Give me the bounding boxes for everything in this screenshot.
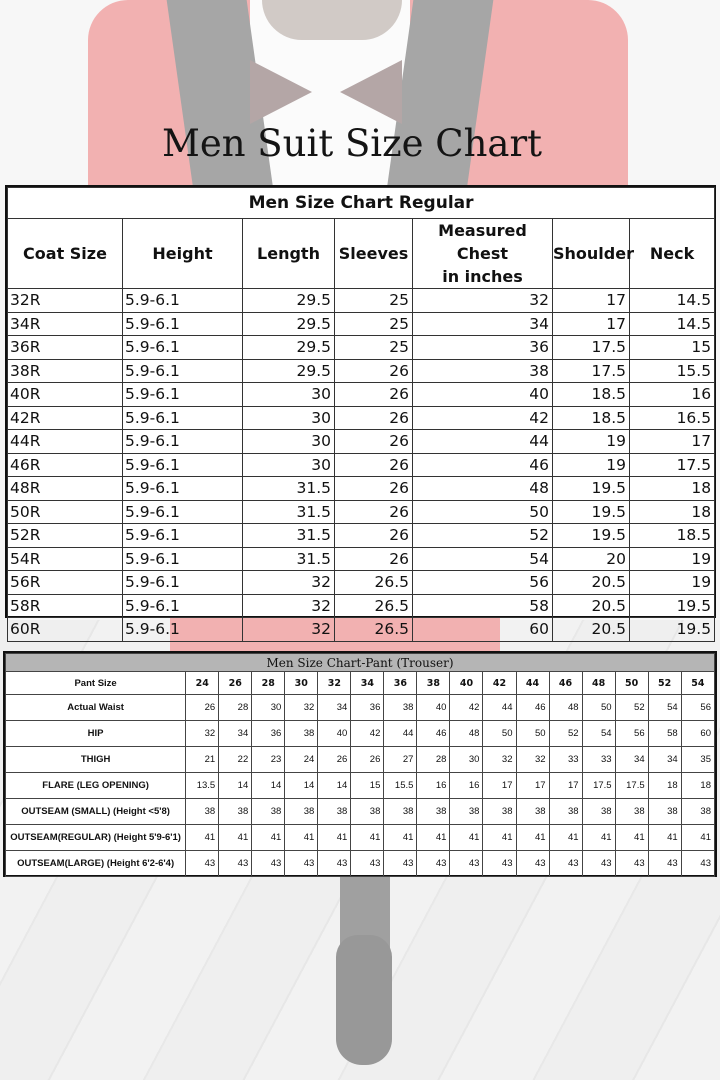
coat-cell-sleeves: 26.5 (335, 594, 413, 618)
coat-cell-neck: 15.5 (630, 359, 715, 383)
pant-cell: 44 (483, 695, 516, 721)
coat-cell-height: 5.9-6.1 (123, 618, 243, 642)
coat-cell-chest: 32 (413, 289, 553, 313)
pant-cell: 42 (450, 695, 483, 721)
pant-cell: 32 (186, 721, 219, 747)
coat-cell-sleeves: 26 (335, 524, 413, 548)
coat-cell-height: 5.9-6.1 (123, 289, 243, 313)
coat-cell-length: 32 (243, 618, 335, 642)
coat-cell-height: 5.9-6.1 (123, 524, 243, 548)
pant-cell: 50 (483, 721, 516, 747)
coat-cell-shoulder: 19.5 (553, 500, 630, 524)
pant-cell: 34 (318, 695, 351, 721)
coat-cell-coat-size: 46R (8, 453, 123, 477)
pant-cell: 43 (252, 851, 285, 877)
pant-cell: 38 (417, 799, 450, 825)
coat-cell-length: 30 (243, 453, 335, 477)
pant-size-header: 54 (681, 672, 714, 695)
table-row (8, 312, 715, 336)
pant-cell: 56 (681, 695, 714, 721)
pant-cell: 34 (615, 747, 648, 773)
pant-cell: 41 (186, 825, 219, 851)
pant-cell: 41 (582, 825, 615, 851)
pant-cell: 38 (483, 799, 516, 825)
pant-cell: 26 (186, 695, 219, 721)
coat-cell-length: 29.5 (243, 359, 335, 383)
coat-cell-height: 5.9-6.1 (123, 383, 243, 407)
coat-cell-sleeves: 25 (335, 312, 413, 336)
coat-cell-length: 29.5 (243, 289, 335, 313)
pant-cell: 32 (285, 695, 318, 721)
coat-cell-shoulder: 18.5 (553, 406, 630, 430)
pant-cell: 24 (285, 747, 318, 773)
pant-table-body (6, 695, 715, 877)
pant-cell: 26 (351, 747, 384, 773)
coat-cell-length: 31.5 (243, 547, 335, 571)
coat-cell-sleeves: 26 (335, 406, 413, 430)
pant-table-caption: Men Size Chart-Pant (Trouser) (6, 654, 715, 672)
coat-cell-chest: 36 (413, 336, 553, 360)
coat-cell-coat-size: 34R (8, 312, 123, 336)
pant-cell: 43 (285, 851, 318, 877)
table-row (8, 477, 715, 501)
pant-cell: 27 (384, 747, 417, 773)
pant-cell: 14 (285, 773, 318, 799)
table-row (8, 289, 715, 313)
coat-cell-chest: 54 (413, 547, 553, 571)
table-row (6, 747, 715, 773)
pant-cell: 36 (351, 695, 384, 721)
pant-cell: 34 (648, 747, 681, 773)
coat-cell-height: 5.9-6.1 (123, 336, 243, 360)
table-row (6, 825, 715, 851)
pant-cell: 17 (516, 773, 549, 799)
pant-cell: 38 (516, 799, 549, 825)
coat-cell-neck: 18 (630, 477, 715, 501)
coat-size-table (5, 185, 716, 639)
pant-cell: 35 (681, 747, 714, 773)
coat-cell-coat-size: 52R (8, 524, 123, 548)
pant-size-header: 42 (483, 672, 516, 695)
pant-cell: 38 (549, 799, 582, 825)
table-row (8, 430, 715, 454)
pant-size-header: 40 (450, 672, 483, 695)
pant-cell: 30 (450, 747, 483, 773)
pant-cell: 38 (681, 799, 714, 825)
pant-cell: 50 (516, 721, 549, 747)
pant-size-header: 30 (285, 672, 318, 695)
pant-cell: 18 (681, 773, 714, 799)
pant-cell: 17.5 (615, 773, 648, 799)
coat-header-size: Coat Size (8, 219, 123, 289)
coat-cell-neck: 17 (630, 430, 715, 454)
pant-row-label: OUTSEAM(LARGE) (Height 6'2-6'4) (6, 851, 186, 877)
pant-cell: 38 (186, 799, 219, 825)
coat-cell-chest: 42 (413, 406, 553, 430)
pant-cell: 22 (219, 747, 252, 773)
pant-cell: 52 (615, 695, 648, 721)
pant-row-label: OUTSEAM (SMALL) (Height <5'8) (6, 799, 186, 825)
pant-cell: 48 (450, 721, 483, 747)
pant-size-header: 44 (516, 672, 549, 695)
pant-cell: 43 (648, 851, 681, 877)
pant-row-label: THIGH (6, 747, 186, 773)
pant-cell: 28 (219, 695, 252, 721)
pant-row-label: Actual Waist (6, 695, 186, 721)
pant-cell: 43 (351, 851, 384, 877)
pant-cell: 28 (417, 747, 450, 773)
table-row (8, 359, 715, 383)
pant-cell: 41 (483, 825, 516, 851)
pant-cell: 43 (681, 851, 714, 877)
coat-cell-length: 31.5 (243, 500, 335, 524)
pant-cell: 52 (549, 721, 582, 747)
coat-cell-length: 30 (243, 430, 335, 454)
coat-cell-height: 5.9-6.1 (123, 547, 243, 571)
coat-cell-height: 5.9-6.1 (123, 500, 243, 524)
table-row (6, 695, 715, 721)
pant-cell: 46 (516, 695, 549, 721)
table-row (8, 571, 715, 595)
coat-cell-neck: 17.5 (630, 453, 715, 477)
coat-cell-neck: 19 (630, 571, 715, 595)
pant-cell: 16 (450, 773, 483, 799)
pant-table (5, 653, 715, 877)
coat-cell-neck: 18 (630, 500, 715, 524)
coat-cell-coat-size: 38R (8, 359, 123, 383)
pant-cell: 41 (252, 825, 285, 851)
pant-cell: 17 (483, 773, 516, 799)
coat-header-chest (413, 219, 553, 289)
coat-cell-chest: 50 (413, 500, 553, 524)
coat-cell-chest: 52 (413, 524, 553, 548)
pant-cell: 14 (318, 773, 351, 799)
pant-cell: 50 (582, 695, 615, 721)
table-row (8, 500, 715, 524)
pant-size-header: 48 (582, 672, 615, 695)
pant-cell: 18 (648, 773, 681, 799)
pant-cell: 38 (318, 799, 351, 825)
coat-cell-shoulder: 19 (553, 430, 630, 454)
coat-cell-shoulder: 20 (553, 547, 630, 571)
coat-cell-length: 32 (243, 571, 335, 595)
coat-cell-chest: 34 (413, 312, 553, 336)
coat-cell-length: 31.5 (243, 524, 335, 548)
pant-row-label: HIP (6, 721, 186, 747)
pant-cell: 43 (615, 851, 648, 877)
coat-cell-height: 5.9-6.1 (123, 406, 243, 430)
pant-cell: 43 (417, 851, 450, 877)
coat-cell-coat-size: 54R (8, 547, 123, 571)
coat-cell-coat-size: 60R (8, 618, 123, 642)
coat-cell-chest: 38 (413, 359, 553, 383)
coat-header-chest-line2: in inches (442, 267, 523, 286)
table-row (8, 406, 715, 430)
coat-cell-length: 30 (243, 406, 335, 430)
pant-cell: 38 (615, 799, 648, 825)
coat-cell-shoulder: 20.5 (553, 618, 630, 642)
pant-cell: 17.5 (582, 773, 615, 799)
pant-cell: 56 (615, 721, 648, 747)
coat-cell-chest: 48 (413, 477, 553, 501)
pant-cell: 41 (450, 825, 483, 851)
pant-cell: 41 (417, 825, 450, 851)
pant-cell: 43 (219, 851, 252, 877)
pant-size-header: 32 (318, 672, 351, 695)
coat-cell-sleeves: 26 (335, 430, 413, 454)
coat-cell-neck: 18.5 (630, 524, 715, 548)
pant-cell: 54 (648, 695, 681, 721)
pant-size-header: 26 (219, 672, 252, 695)
coat-cell-neck: 19 (630, 547, 715, 571)
coat-cell-coat-size: 36R (8, 336, 123, 360)
pant-cell: 32 (516, 747, 549, 773)
pant-cell: 38 (219, 799, 252, 825)
table-row (8, 336, 715, 360)
pant-cell: 40 (318, 721, 351, 747)
table-row (6, 721, 715, 747)
pant-cell: 26 (318, 747, 351, 773)
pant-cell: 14 (219, 773, 252, 799)
pant-cell: 38 (285, 721, 318, 747)
table-row (8, 453, 715, 477)
coat-cell-sleeves: 26.5 (335, 618, 413, 642)
table-row (6, 799, 715, 825)
coat-cell-coat-size: 44R (8, 430, 123, 454)
coat-cell-height: 5.9-6.1 (123, 594, 243, 618)
coat-cell-coat-size: 48R (8, 477, 123, 501)
coat-cell-coat-size: 40R (8, 383, 123, 407)
pant-cell: 41 (549, 825, 582, 851)
pant-cell: 43 (549, 851, 582, 877)
pant-size-header: 28 (252, 672, 285, 695)
coat-cell-coat-size: 56R (8, 571, 123, 595)
pant-cell: 43 (582, 851, 615, 877)
pant-cell: 23 (252, 747, 285, 773)
table-row (8, 547, 715, 571)
pant-cell: 14 (252, 773, 285, 799)
coat-header-length: Length (243, 219, 335, 289)
pant-cell: 32 (483, 747, 516, 773)
pant-cell: 43 (186, 851, 219, 877)
coat-cell-height: 5.9-6.1 (123, 430, 243, 454)
pant-cell: 41 (285, 825, 318, 851)
coat-cell-height: 5.9-6.1 (123, 571, 243, 595)
pant-cell: 58 (648, 721, 681, 747)
pant-cell: 36 (252, 721, 285, 747)
coat-cell-length: 31.5 (243, 477, 335, 501)
pant-cell: 38 (582, 799, 615, 825)
coat-cell-shoulder: 17 (553, 289, 630, 313)
pant-cell: 60 (681, 721, 714, 747)
coat-cell-neck: 16 (630, 383, 715, 407)
coat-cell-coat-size: 58R (8, 594, 123, 618)
coat-cell-sleeves: 26 (335, 547, 413, 571)
pant-cell: 41 (615, 825, 648, 851)
coat-cell-chest: 44 (413, 430, 553, 454)
pant-cell: 41 (648, 825, 681, 851)
coat-cell-neck: 19.5 (630, 618, 715, 642)
coat-cell-height: 5.9-6.1 (123, 312, 243, 336)
pant-cell: 41 (219, 825, 252, 851)
pant-cell: 38 (351, 799, 384, 825)
pant-cell: 41 (318, 825, 351, 851)
coat-cell-chest: 58 (413, 594, 553, 618)
coat-cell-shoulder: 18.5 (553, 383, 630, 407)
coat-cell-length: 32 (243, 594, 335, 618)
coat-cell-shoulder: 17.5 (553, 336, 630, 360)
pant-cell: 41 (384, 825, 417, 851)
coat-cell-neck: 15 (630, 336, 715, 360)
pant-cell: 43 (384, 851, 417, 877)
pant-cell: 38 (648, 799, 681, 825)
pant-cell: 40 (417, 695, 450, 721)
pant-size-header: 46 (549, 672, 582, 695)
coat-cell-length: 29.5 (243, 336, 335, 360)
coat-cell-neck: 16.5 (630, 406, 715, 430)
coat-cell-length: 30 (243, 383, 335, 407)
pant-size-table (3, 651, 717, 877)
pant-cell: 43 (318, 851, 351, 877)
table-row (6, 851, 715, 877)
pant-size-header: 52 (648, 672, 681, 695)
pant-cell: 41 (516, 825, 549, 851)
pant-cell: 41 (681, 825, 714, 851)
coat-cell-shoulder: 19.5 (553, 477, 630, 501)
pant-cell: 42 (351, 721, 384, 747)
pant-cell: 43 (516, 851, 549, 877)
coat-cell-shoulder: 19 (553, 453, 630, 477)
pant-cell: 30 (252, 695, 285, 721)
coat-cell-sleeves: 26.5 (335, 571, 413, 595)
coat-header-sleeves: Sleeves (335, 219, 413, 289)
pant-cell: 44 (384, 721, 417, 747)
pant-size-header: 36 (384, 672, 417, 695)
pant-cell: 15.5 (384, 773, 417, 799)
pant-row-label: OUTSEAM(REGULAR) (Height 5'9-6'1) (6, 825, 186, 851)
coat-cell-shoulder: 17 (553, 312, 630, 336)
pant-size-header: 38 (417, 672, 450, 695)
coat-table (7, 187, 715, 642)
pant-cell: 33 (549, 747, 582, 773)
pant-cell: 43 (483, 851, 516, 877)
pant-cell: 15 (351, 773, 384, 799)
pant-row-label: FLARE (LEG OPENING) (6, 773, 186, 799)
pant-cell: 16 (417, 773, 450, 799)
coat-header-shoulder: Shoulder (553, 219, 630, 289)
coat-table-caption: Men Size Chart Regular (8, 188, 715, 219)
coat-cell-height: 5.9-6.1 (123, 477, 243, 501)
pant-cell: 41 (351, 825, 384, 851)
table-row (8, 524, 715, 548)
pant-cell: 43 (450, 851, 483, 877)
table-row (8, 383, 715, 407)
table-row (6, 773, 715, 799)
coat-cell-neck: 19.5 (630, 594, 715, 618)
pant-size-label: Pant Size (6, 672, 186, 695)
coat-cell-shoulder: 19.5 (553, 524, 630, 548)
coat-cell-height: 5.9-6.1 (123, 359, 243, 383)
pant-size-header: 50 (615, 672, 648, 695)
coat-cell-neck: 14.5 (630, 289, 715, 313)
coat-header-height: Height (123, 219, 243, 289)
pant-size-header: 24 (186, 672, 219, 695)
page-title: Men Suit Size Chart (161, 122, 543, 165)
coat-cell-sleeves: 26 (335, 359, 413, 383)
pant-cell: 38 (384, 799, 417, 825)
pant-cell: 54 (582, 721, 615, 747)
coat-cell-chest: 40 (413, 383, 553, 407)
pant-cell: 38 (252, 799, 285, 825)
pant-cell: 33 (582, 747, 615, 773)
coat-cell-coat-size: 42R (8, 406, 123, 430)
coat-cell-shoulder: 17.5 (553, 359, 630, 383)
coat-cell-length: 29.5 (243, 312, 335, 336)
coat-cell-sleeves: 26 (335, 477, 413, 501)
pant-cell: 48 (549, 695, 582, 721)
coat-header-chest-line1: Measured Chest (438, 221, 527, 263)
pant-cell: 38 (384, 695, 417, 721)
coat-cell-shoulder: 20.5 (553, 594, 630, 618)
pant-cell: 38 (285, 799, 318, 825)
table-row (8, 594, 715, 618)
coat-cell-sleeves: 26 (335, 383, 413, 407)
pant-cell: 46 (417, 721, 450, 747)
coat-table-body (8, 289, 715, 642)
coat-header-neck: Neck (630, 219, 715, 289)
coat-cell-coat-size: 50R (8, 500, 123, 524)
coat-cell-shoulder: 20.5 (553, 571, 630, 595)
pant-cell: 21 (186, 747, 219, 773)
pant-size-header: 34 (351, 672, 384, 695)
coat-cell-sleeves: 26 (335, 500, 413, 524)
coat-cell-sleeves: 25 (335, 336, 413, 360)
pant-cell: 34 (219, 721, 252, 747)
coat-cell-sleeves: 26 (335, 453, 413, 477)
table-row (8, 618, 715, 642)
coat-cell-chest: 46 (413, 453, 553, 477)
coat-cell-coat-size: 32R (8, 289, 123, 313)
coat-cell-neck: 14.5 (630, 312, 715, 336)
coat-cell-height: 5.9-6.1 (123, 453, 243, 477)
coat-cell-chest: 60 (413, 618, 553, 642)
coat-cell-sleeves: 25 (335, 289, 413, 313)
pant-cell: 13.5 (186, 773, 219, 799)
pant-cell: 17 (549, 773, 582, 799)
pant-cell: 38 (450, 799, 483, 825)
coat-cell-chest: 56 (413, 571, 553, 595)
